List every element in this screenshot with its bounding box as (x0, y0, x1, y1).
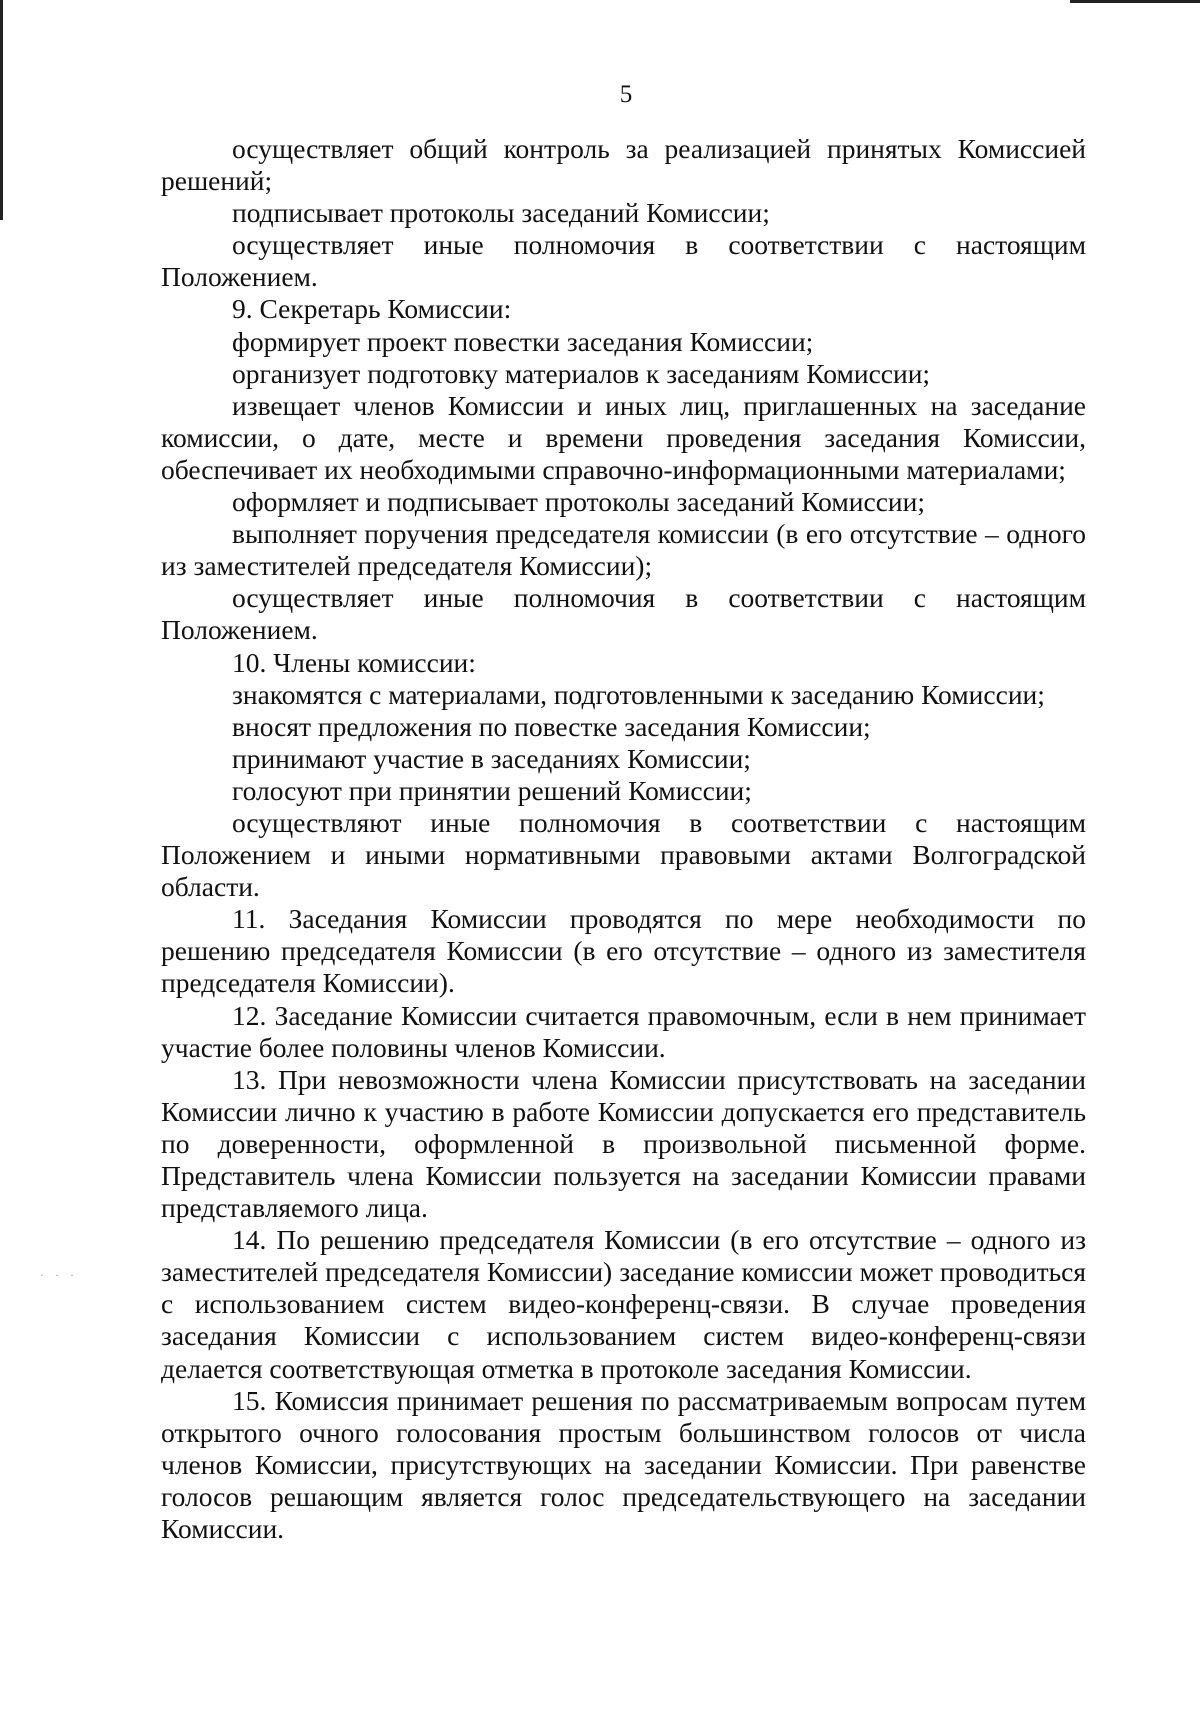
paragraph: подписывает протоколы заседаний Комиссии; (232, 197, 770, 229)
document-body (161, 133, 1086, 1545)
paragraph: голосуют при принятии решений Комиссии; (232, 774, 752, 806)
paragraph: оформляет и подписывает протоколы заседаний Комиссии; (232, 486, 925, 518)
scan-edge-left (0, 0, 3, 220)
paragraph: осуществляет общий контроль за реализацией принятых Комиссией решений; (161, 133, 1086, 197)
scan-dots: · · · (40, 1268, 78, 1282)
paragraph: 9. Секретарь Комиссии: (232, 293, 512, 325)
paragraph: вносят предложения по повестке заседания Комиссии; (232, 710, 871, 742)
page-number: 5 (619, 81, 633, 108)
paragraph: 12. Заседание Комиссии считается правомочным, если в нем принимает участие более половины членов Комиссии. (161, 999, 1086, 1063)
paragraph: осуществляет иные полномочия в соответствии с настоящим Положением. (161, 582, 1086, 646)
paragraph: осуществляет иные полномочия в соответствии с настоящим Положением. (161, 229, 1086, 293)
scan-edge-top (1070, 0, 1200, 3)
paragraph: 11. Заседания Комиссии проводятся по мере необходимости по решению председателя Комиссии (в его отсутствие – одного из заместителя председателя Комиссии). (161, 903, 1086, 999)
paragraph: 10. Члены комиссии: (232, 646, 476, 678)
paragraph: формирует проект повестки заседания Комиссии; (232, 325, 814, 357)
paragraph: организует подготовку материалов к заседаниям Комиссии; (232, 357, 931, 389)
paragraph: 14. По решению председателя Комиссии (в его отсутствие – одного из заместителей председателя Комиссии) заседание комиссии может проводиться с использованием систем видео-конференц-связи. В случае проведения заседания Комиссии с использованием систем видео-конференц-связи делается соответствующая отметка в протоколе заседания Комиссии. (161, 1224, 1086, 1384)
paragraph: извещает членов Комиссии и иных лиц, приглашенных на заседание комиссии, о дате, месте и времени проведения заседания Комиссии, обеспечивает их необходимыми справочно-информационными материалами; (161, 389, 1086, 485)
paragraph: 15. Комиссия принимает решения по рассматриваемым вопросам путем открытого очного голосования простым большинством голосов от числа членов Комиссии, присутствующих на заседании Комиссии. При равенстве голосов решающим является голос председательствующего на заседании Комиссии. (161, 1384, 1086, 1545)
paragraph: осуществляют иные полномочия в соответствии с настоящим Положением и иными нормативными правовыми актами Волгоградской области. (161, 806, 1086, 903)
paragraph: принимают участие в заседаниях Комиссии; (232, 742, 751, 774)
paragraph: знакомятся с материалами, подготовленными к заседанию Комиссии; (232, 678, 1045, 710)
paragraph: 13. При невозможности члена Комиссии присутствовать на заседании Комиссии лично к участию в работе Комиссии допускается его представитель по доверенности, оформленной в произвольной письменной форме. Представитель члена Комиссии пользуется на заседании Комиссии правами представляемого лица. (161, 1063, 1086, 1224)
paragraph: выполняет поручения председателя комиссии (в его отсутствие – одного из заместителей председателя Комиссии); (161, 518, 1086, 582)
